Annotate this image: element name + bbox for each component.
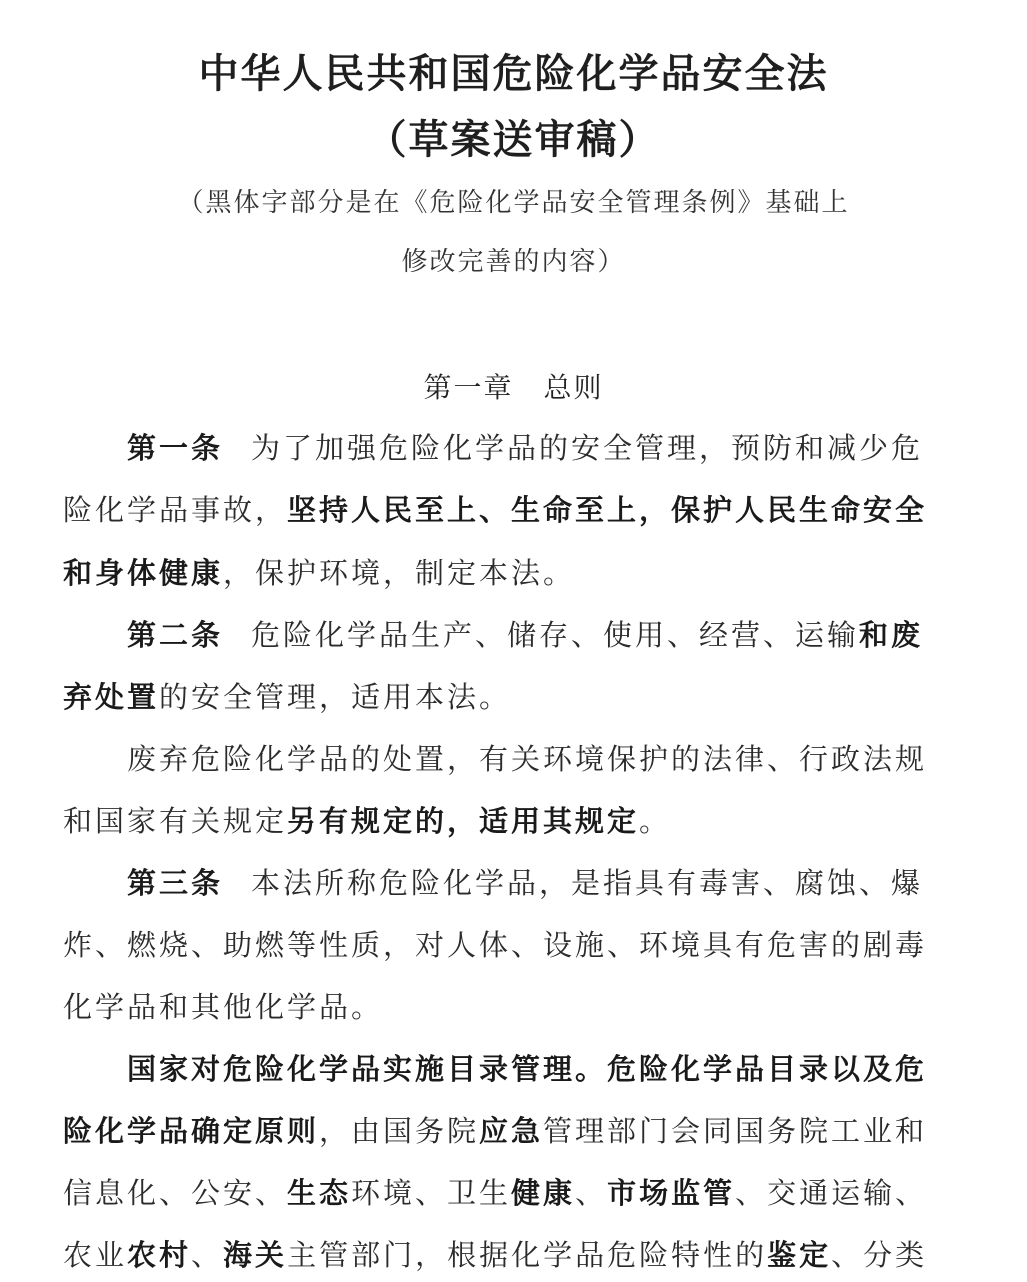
chapter-heading: 第一章 总则 xyxy=(423,371,604,404)
article-3-bold-text: 海关 xyxy=(223,1238,288,1272)
article-3-bold-text: 健康 xyxy=(511,1176,576,1210)
article-2-line-2 xyxy=(63,679,958,715)
article-1-text: 险化学品事故， xyxy=(63,493,288,527)
article-3-label: 第三条 xyxy=(127,866,224,900)
article-3-para-2-line-3 xyxy=(63,1175,958,1211)
article-1-label: 第一条 xyxy=(127,431,224,465)
article-3-text: 化学品和其他化学品。 xyxy=(63,990,384,1024)
article-3-text: 管理部门会同国务院工业和 xyxy=(543,1114,928,1148)
article-3-bold-text: 生态 xyxy=(287,1176,352,1210)
article-3-para-2-line-4 xyxy=(63,1237,958,1273)
article-3-text: 、 xyxy=(575,1176,608,1210)
article-3-bold-text: 市场监管 xyxy=(607,1176,736,1210)
article-3-bold-text: 应急 xyxy=(479,1114,544,1148)
article-3-text: 环境、卫生 xyxy=(351,1176,512,1210)
article-3-line-1 xyxy=(127,865,958,901)
article-2-bold-text: 弃处置 xyxy=(63,680,160,714)
article-3-line-2 xyxy=(63,927,958,963)
article-1-line-2 xyxy=(63,492,958,528)
document-subtitle: （草案送审稿） xyxy=(366,117,661,163)
article-3-text: 、分类 xyxy=(831,1238,928,1272)
article-2-text: 危险化学品生产、储存、使用、经营、运输 xyxy=(251,618,860,652)
article-3-text: ，由国务院 xyxy=(319,1114,480,1148)
document-title: 中华人民共和国危险化学品安全法 xyxy=(198,51,829,97)
article-2-line-1 xyxy=(127,617,958,653)
article-3-bold-text: 鉴定 xyxy=(767,1238,832,1272)
article-1-text: ，保护环境，制定本法。 xyxy=(223,556,576,590)
article-3-text: 主管部门，根据化学品危险特性的 xyxy=(287,1238,768,1272)
article-3-bold-text: 险化学品确定原则 xyxy=(63,1114,320,1148)
article-2-label: 第二条 xyxy=(127,618,224,652)
article-3-bold-text: 农村 xyxy=(127,1238,192,1272)
article-1-bold-text: 坚持人民至上、生命至上，保护人民生命安全 xyxy=(287,493,928,527)
article-3-text: 炸、燃烧、助燃等性质，对人体、设施、环境具有危害的剧毒 xyxy=(63,928,928,962)
article-3-text: 、交通运输、 xyxy=(735,1176,928,1210)
article-2-text: 和国家有关规定 xyxy=(63,804,288,838)
article-2-text: 的安全管理，适用本法。 xyxy=(159,680,512,714)
article-2-para-2-line-2 xyxy=(63,803,958,839)
article-2-text: 废弃危险化学品的处置，有关环境保护的法律、行政法规 xyxy=(127,742,928,776)
article-3-para-2-line-2 xyxy=(63,1113,958,1149)
editorial-note-line-1: （黑体字部分是在《危险化学品安全管理条例》基础上 xyxy=(177,188,850,218)
article-2-bold-text: 和废 xyxy=(859,618,924,652)
editorial-note-line-2: 修改完善的内容） xyxy=(401,247,626,277)
article-3-text: 本法所称危险化学品，是指具有毒害、腐蚀、爆 xyxy=(251,866,924,900)
article-1-line-3 xyxy=(63,555,958,591)
article-2-text: 。 xyxy=(639,804,672,838)
article-1-text: 为了加强危险化学品的安全管理，预防和减少危 xyxy=(251,431,924,465)
article-1-bold-text: 和身体健康 xyxy=(63,556,224,590)
article-3-text: 、 xyxy=(191,1238,224,1272)
article-3-para-2-line-1 xyxy=(127,1051,958,1087)
article-3-bold-text: 国家对危险化学品实施目录管理。危险化学品目录以及危 xyxy=(127,1052,928,1086)
article-2-para-2-line-1 xyxy=(127,741,958,777)
article-2-bold-text: 另有规定的，适用其规定 xyxy=(287,804,640,838)
article-3-text: 信息化、公安、 xyxy=(63,1176,288,1210)
article-3-line-3 xyxy=(63,989,958,1025)
article-3-text: 农业 xyxy=(63,1238,128,1272)
article-1-line-1 xyxy=(127,430,958,466)
